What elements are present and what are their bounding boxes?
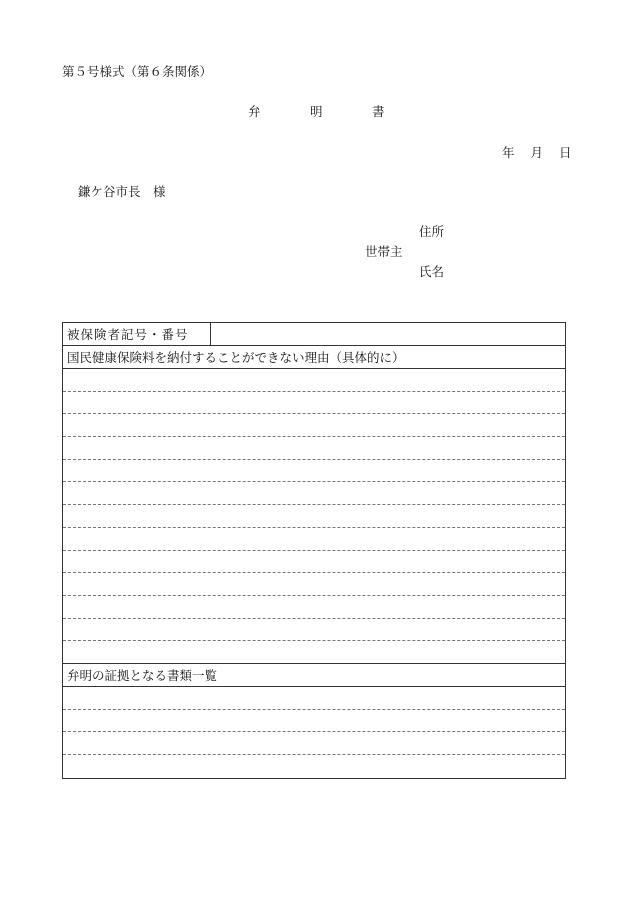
reason-line[interactable] bbox=[63, 551, 565, 574]
petition-form-table bbox=[62, 322, 566, 779]
evidence-line[interactable] bbox=[63, 755, 565, 778]
name-label: 氏名 bbox=[419, 264, 445, 279]
evidence-line[interactable] bbox=[63, 732, 565, 755]
reason-line[interactable] bbox=[63, 460, 565, 483]
address-label: 住所 bbox=[419, 224, 445, 239]
reason-line[interactable] bbox=[63, 596, 565, 619]
reason-header: 国民健康保険料を納付することができない理由（具体的に） bbox=[63, 346, 565, 369]
reason-line[interactable] bbox=[63, 528, 565, 551]
addressee: 鎌ケ谷市長 様 bbox=[78, 184, 166, 199]
title-char-2: 明 bbox=[310, 104, 323, 119]
reason-line[interactable] bbox=[63, 437, 565, 460]
reason-line[interactable] bbox=[63, 505, 565, 528]
title-char-1: 弁 bbox=[248, 104, 261, 119]
date-year: 年 bbox=[502, 145, 515, 160]
insured-number-field[interactable] bbox=[211, 323, 565, 345]
reason-line[interactable] bbox=[63, 573, 565, 596]
date-month: 月 bbox=[530, 145, 544, 160]
date-line bbox=[502, 147, 572, 160]
evidence-line[interactable] bbox=[63, 710, 565, 733]
reason-line[interactable] bbox=[63, 392, 565, 415]
reason-line[interactable] bbox=[63, 482, 565, 505]
reason-line[interactable] bbox=[63, 414, 565, 437]
insured-number-label: 被保険者記号・番号 bbox=[63, 323, 211, 345]
evidence-line[interactable] bbox=[63, 687, 565, 710]
form-number: 第５号様式（第６条関係） bbox=[62, 64, 213, 79]
reason-line[interactable] bbox=[63, 369, 565, 392]
reason-line[interactable] bbox=[63, 641, 565, 664]
document-title bbox=[248, 106, 385, 119]
title-char-3: 書 bbox=[372, 104, 385, 119]
evidence-header: 弁明の証拠となる書類一覧 bbox=[63, 664, 565, 687]
household-head-label: 世帯主 bbox=[365, 244, 403, 259]
reason-line[interactable] bbox=[63, 619, 565, 642]
date-day: 日 bbox=[559, 145, 572, 160]
insured-number-row bbox=[63, 323, 565, 346]
